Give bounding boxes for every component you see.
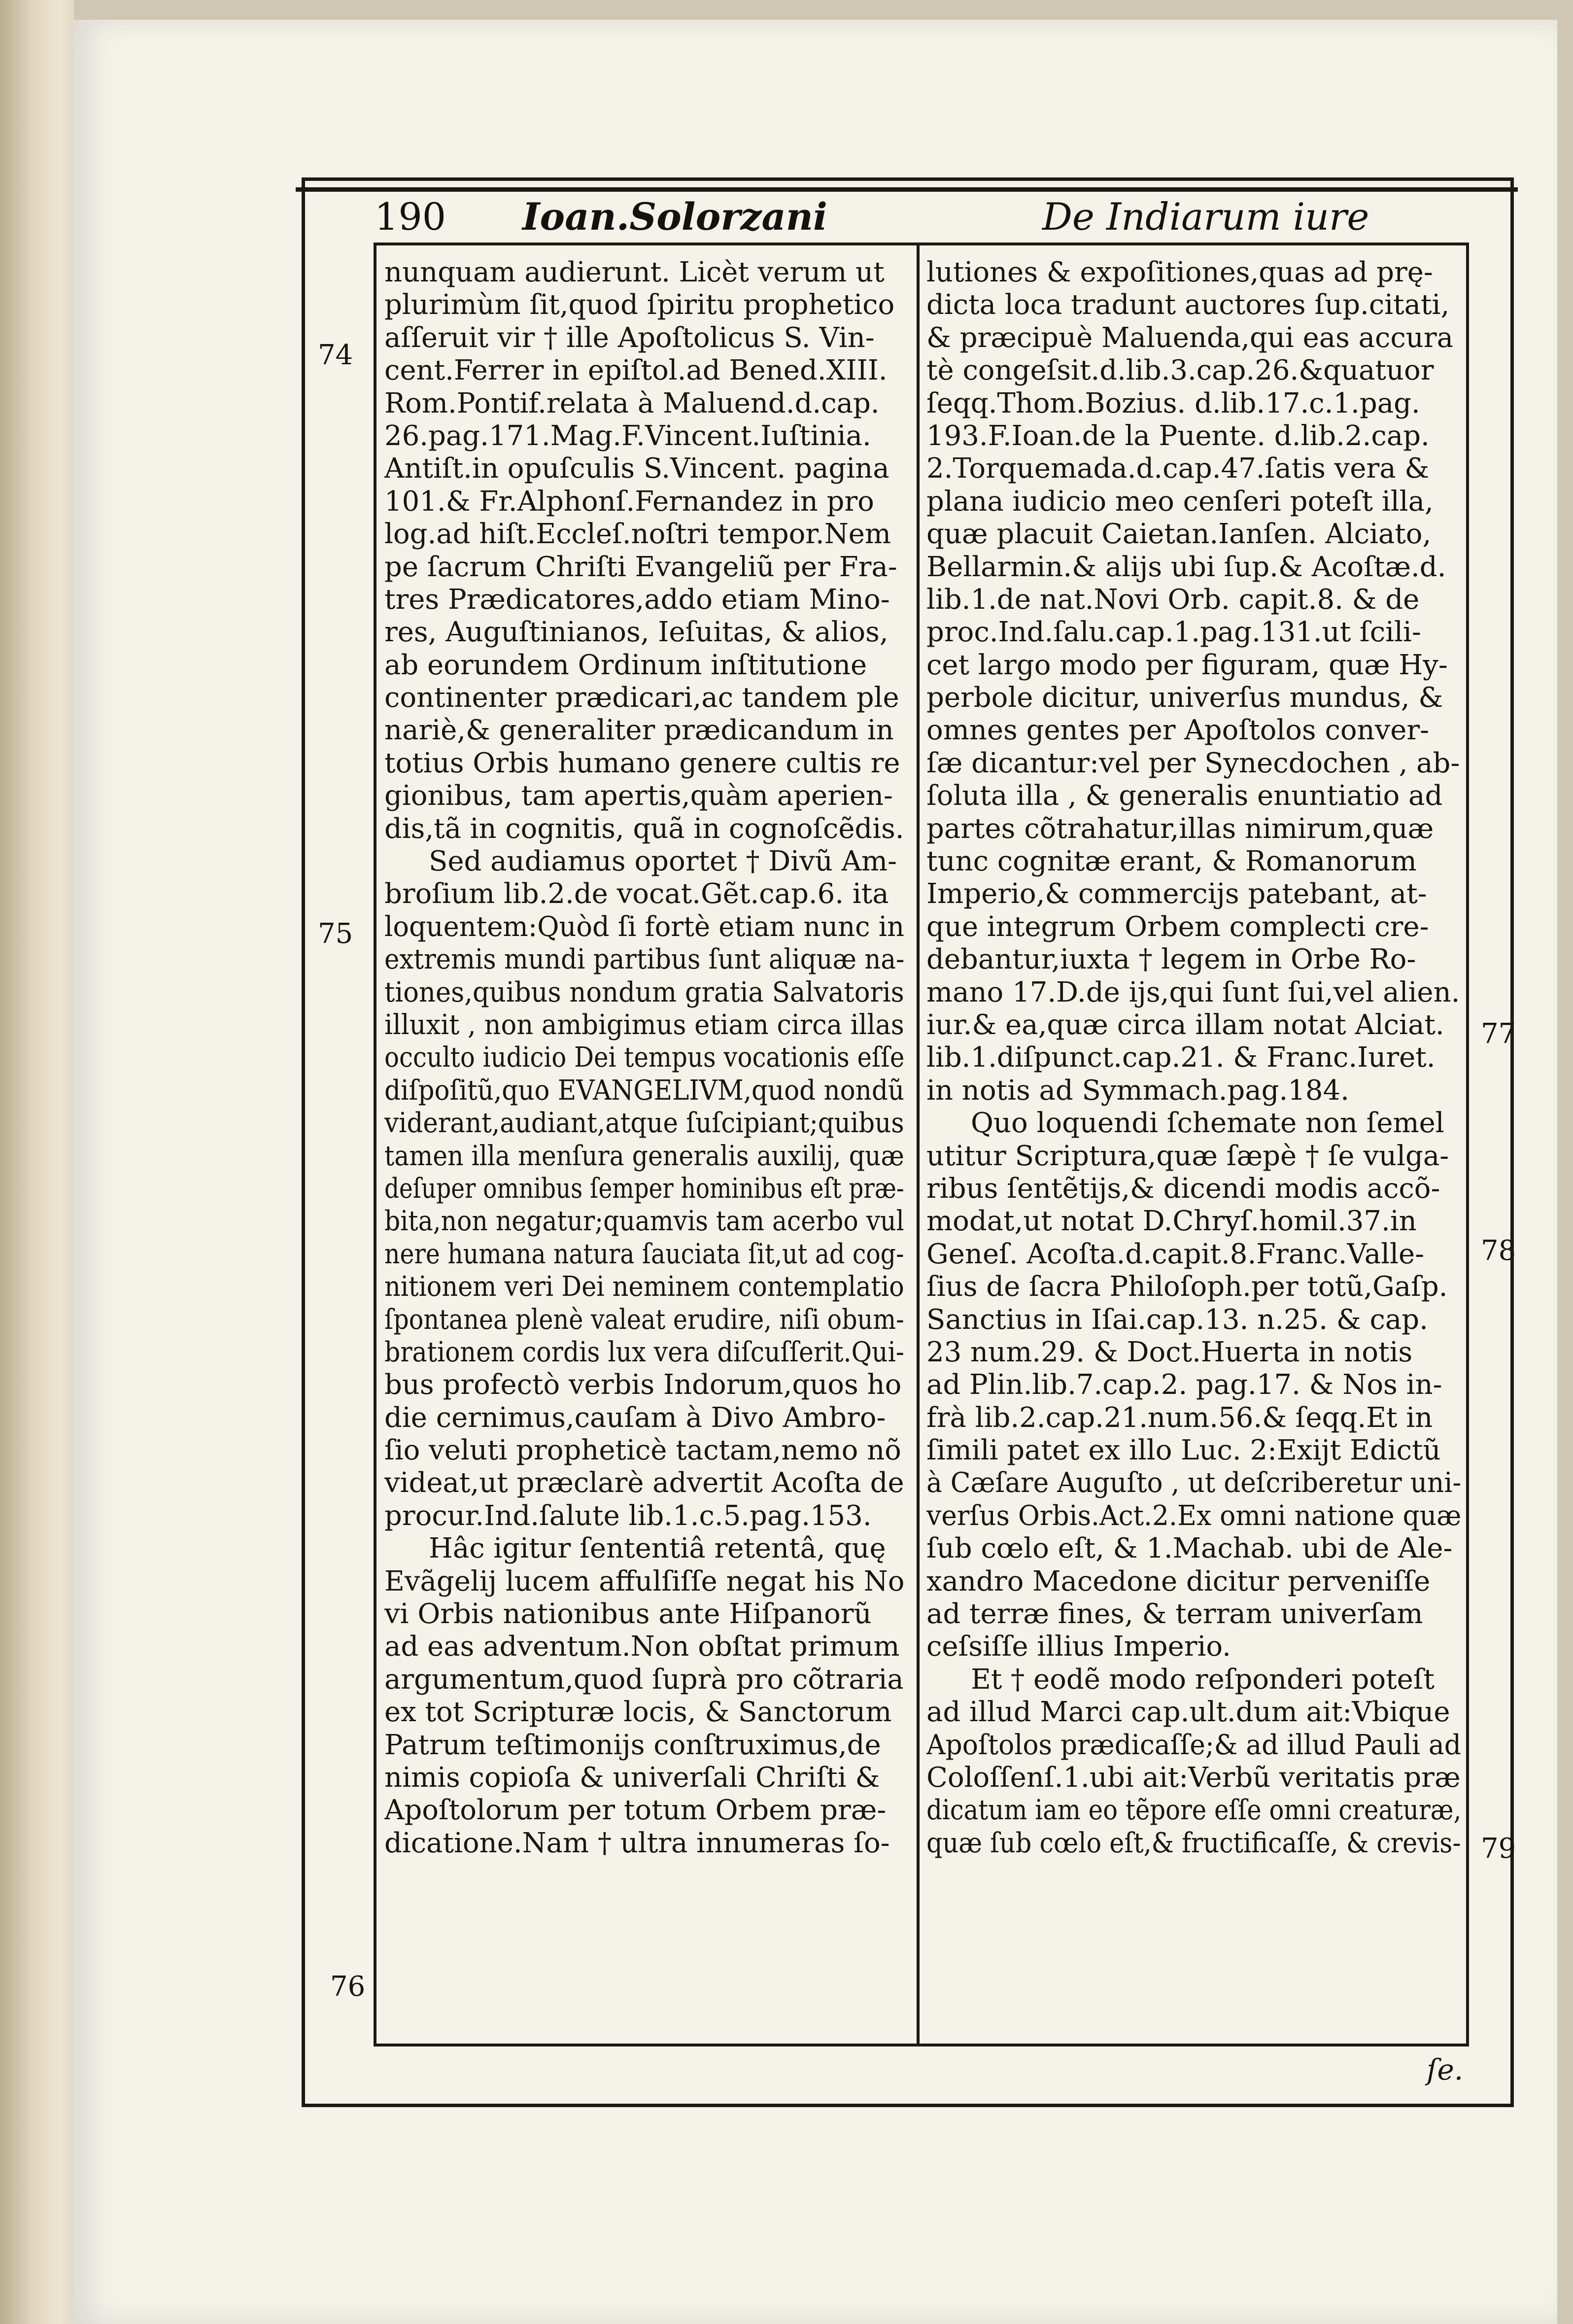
text-line: deſuper omnibus ſemper hominibus eſt præ- xyxy=(384,1172,904,1205)
text-line: Sanctius in Iſai.cap.13. n.25. & cap. xyxy=(926,1303,1428,1336)
text-line: cet largo modo per figuram, quæ Hy- xyxy=(926,649,1448,681)
text-line: vi Orbis nationibus ante Hiſpanorũ xyxy=(384,1598,872,1630)
text-line: 23 num.29. & Doct.Huerta in notis xyxy=(926,1336,1413,1368)
margin-number-77: 77 xyxy=(1481,1018,1516,1050)
text-line: occulto iudicio Dei tempus vocationis eſſe xyxy=(384,1041,904,1074)
text-line: ab eorundem Ordinum inſtitutione xyxy=(384,649,867,681)
text-line: ſpontanea plenè valeat erudire, niſi obum- xyxy=(384,1303,904,1336)
text-line: nimis copioſa & univerſali Chriſti & xyxy=(384,1761,880,1794)
text-line: perbole dicitur, univerſus mundus, & xyxy=(926,682,1443,714)
text-line: tunc cognitæ erant, & Romanorum xyxy=(926,845,1417,878)
text-line: quæ ſub cœlo eſt,& fructificaſſe, & crevis- xyxy=(926,1827,1461,1859)
text-line: tè congeſsit.d.lib.3.cap.26.&quatuor xyxy=(926,354,1434,387)
text-line: à Cæſare Auguſto , ut deſcriberetur uni- xyxy=(926,1467,1461,1499)
text-line: proc.Ind.ſalu.cap.1.pag.131.ut ſcili- xyxy=(926,616,1421,649)
text-line: debantur,iuxta † legem in Orbe Ro- xyxy=(926,943,1416,976)
text-line: dicatione.Nam † ultra innumeras ſo- xyxy=(384,1827,890,1859)
text-line: die cernimus,cauſam à Divo Ambro- xyxy=(384,1401,886,1434)
text-line: tiones,quibus nondum gratia Salvatoris xyxy=(384,976,904,1008)
text-line: 193.F.Ioan.de la Puente. d.lib.2.cap. xyxy=(926,419,1430,452)
text-line: loquentem:Quòd ſi fortè etiam nunc in xyxy=(384,910,904,943)
text-line: plurimùm ſit,quod ſpiritu prophetico xyxy=(384,289,895,321)
text-line: mano 17.D.de ijs,qui ſunt ſui,vel alien. xyxy=(926,976,1460,1008)
text-line: Apoſtolorum per totum Orbem præ- xyxy=(384,1794,887,1827)
text-line: lutiones & expoſitiones,quas ad prę- xyxy=(926,256,1433,288)
text-line: ſeqq.Thom.Bozius. d.lib.17.c.1.pag. xyxy=(926,387,1420,419)
text-line: in notis ad Symmach.pag.184. xyxy=(926,1074,1349,1107)
text-line: nariè,& generaliter prædicandum in xyxy=(384,714,894,747)
text-line: 101.& Fr.Alphonſ.Fernandez in pro xyxy=(384,485,874,518)
running-head-title: De Indiarum iure xyxy=(1042,195,1369,239)
text-line: omnes gentes per Apoſtolos conver- xyxy=(926,714,1430,747)
text-line: brationem cordis lux vera diſcuſſerit.Qui- xyxy=(384,1336,904,1368)
text-line: bita,non negatur;quamvis tam acerbo vul xyxy=(384,1205,904,1238)
text-line: Quo loquendi ſchemate non ſemel xyxy=(971,1107,1444,1140)
text-line: totius Orbis humano genere cultis re xyxy=(384,747,900,779)
text-line: ſimili patet ex illo Luc. 2:Exijt Edictũ xyxy=(926,1434,1441,1467)
text-line: ad eas adventum.Non obſtat primum xyxy=(384,1630,900,1663)
text-line: Geneſ. Acoſta.d.capit.8.Franc.Valle- xyxy=(926,1238,1425,1270)
text-line: viderant,audiant,atque ſuſcipiant;quibus xyxy=(384,1107,904,1140)
right-text-column xyxy=(926,256,1461,2046)
text-line: continenter prædicari,ac tandem ple xyxy=(384,682,899,714)
column-divider xyxy=(917,243,920,2047)
text-line: Bellarmin.& alijs ubi ſup.& Acoſtæ.d. xyxy=(926,551,1446,583)
text-line: bus profectò verbis Indorum,quos ho xyxy=(384,1369,902,1401)
text-line: videat,ut præclarè advertit Acoſta de xyxy=(384,1467,904,1499)
text-line: broſium lib.2.de vocat.Gẽt.cap.6. ita xyxy=(384,878,889,910)
page-number: 190 xyxy=(375,195,446,239)
text-line: utitur Scriptura,quæ ſæpè † ſe vulga- xyxy=(926,1140,1449,1172)
text-line: aſſeruit vir † ille Apoſtolicus S. Vin- xyxy=(384,321,875,354)
text-line: tres Prædicatores,addo etiam Mino- xyxy=(384,583,890,616)
text-line: Coloſſenſ.1.ubi ait:Verbũ veritatis præ xyxy=(926,1761,1461,1794)
text-line: lib.1.diſpunct.cap.21. & Franc.Iuret. xyxy=(926,1041,1436,1074)
text-line: Et † eodẽ modo reſponderi poteſt xyxy=(971,1663,1435,1696)
text-line: verſus Orbis.Act.2.Ex omni natione quæ xyxy=(926,1499,1461,1532)
text-line: Rom.Pontif.relata à Maluend.d.cap. xyxy=(384,387,880,419)
text-line: 26.pag.171.Mag.F.Vincent.Iuſtinia. xyxy=(384,419,871,452)
text-line: ex tot Scripturæ locis, & Sanctorum xyxy=(384,1696,892,1729)
text-line: cent.Ferrer in epiſtol.ad Bened.XIII. xyxy=(384,354,888,387)
text-line: nere humana natura ſauciata ſit,ut ad cog- xyxy=(384,1238,904,1270)
text-line: Apoſtolos prædicaſſe;& ad illud Pauli ad xyxy=(926,1729,1461,1761)
text-line: 2.Torquemada.d.cap.47.ſatis vera & xyxy=(926,452,1430,485)
text-line: ad illud Marci cap.ult.dum ait:Vbique xyxy=(926,1696,1450,1729)
text-line: ad Plin.lib.7.cap.2. pag.17. & Nos in- xyxy=(926,1369,1442,1401)
text-line: argumentum,quod ſuprà pro cõtraria xyxy=(384,1663,904,1696)
text-line: Evãgelij lucem affulſiſſe negat his No xyxy=(384,1565,904,1597)
text-line: frà lib.2.cap.21.num.56.& ſeqq.Et in xyxy=(926,1401,1433,1434)
margin-number-79: 79 xyxy=(1481,1833,1516,1865)
text-line: modat,ut notat D.Chryſ.homil.37.in xyxy=(926,1205,1417,1238)
text-line: pe ſacrum Chriſti Evangeliũ per Fra- xyxy=(384,551,897,583)
text-line: diſpoſitũ,quo EVANGELIVM,quod nondũ xyxy=(384,1074,904,1107)
text-line: que integrum Orbem complecti cre- xyxy=(926,910,1429,943)
text-line: extremis mundi partibus ſunt aliquæ na- xyxy=(384,943,904,976)
text-line: Sed audiamus oportet † Divũ Am- xyxy=(429,845,897,878)
text-line: lib.1.de nat.Novi Orb. capit.8. & de xyxy=(926,583,1420,616)
text-line: Patrum teſtimonijs conſtruximus,de xyxy=(384,1729,881,1761)
text-line: procur.Ind.ſalute lib.1.c.5.pag.153. xyxy=(384,1499,872,1532)
text-line: partes cõtrahatur,illas nimirum,quæ xyxy=(926,812,1434,845)
text-line: xandro Macedone dicitur perveniſſe xyxy=(926,1565,1431,1597)
text-line: ribus ſentẽtijs,& dicendi modis accõ- xyxy=(926,1172,1440,1205)
margin-number-76: 76 xyxy=(330,1971,366,2003)
text-line: ad terræ fines, & terram univerſam xyxy=(926,1598,1423,1630)
text-line: nitionem veri Dei neminem contemplatio xyxy=(384,1271,904,1303)
text-line: dis,tã in cognitis, quã in cognoſcẽdis. xyxy=(384,812,904,845)
text-line: ſub cœlo eſt, & 1.Machab. ubi de Ale- xyxy=(926,1532,1453,1565)
text-line: ſoluta illa , & generalis enuntiatio ad xyxy=(926,780,1443,812)
book-page-edge xyxy=(0,0,74,2324)
text-line: gionibus, tam apertis,quàm aperien- xyxy=(384,780,893,812)
text-line: dicatum iam eo tẽpore eſſe omni creaturæ, xyxy=(926,1794,1461,1827)
text-line: nunquam audierunt. Licèt verum ut xyxy=(384,256,885,288)
margin-number-74: 74 xyxy=(318,339,353,371)
text-line: ceſsiſſe illius Imperio. xyxy=(926,1630,1231,1663)
margin-number-78: 78 xyxy=(1481,1235,1516,1267)
header-rule xyxy=(296,187,1518,192)
text-line: dicta loca tradunt auctores ſup.citati, xyxy=(926,289,1450,321)
text-line: ſius de ſacra Philoſoph.per totũ,Gaſp. xyxy=(926,1271,1448,1303)
text-line: quæ placuit Caietan.Ianſen. Alciato, xyxy=(926,518,1432,551)
text-line: Hâc igitur ſententiâ retentâ, quę xyxy=(429,1532,886,1565)
text-line: & præcipuè Maluenda,qui eas accura xyxy=(926,321,1454,354)
left-text-column xyxy=(384,256,904,2046)
text-line: Antiſt.in opuſculis S.Vincent. pagina xyxy=(384,452,889,485)
text-line: plana iudicio meo cenſeri poteſt illa, xyxy=(926,485,1434,518)
text-line: ſæ dicantur:vel per Synecdochen , ab- xyxy=(926,747,1460,779)
text-line: iur.& ea,quæ circa illam notat Alciat. xyxy=(926,1008,1444,1041)
text-line: log.ad hiſt.Eccleſ.noſtri tempor.Nem xyxy=(384,518,891,551)
text-line: tamen illa menſura generalis auxilij, quæ xyxy=(384,1140,904,1172)
margin-number-75: 75 xyxy=(318,918,353,950)
text-line: Imperio,& commercijs patebant, at- xyxy=(926,878,1427,910)
running-head-author: Ioan.Solorzani xyxy=(522,195,827,239)
text-line: ſio veluti propheticè tactam,nemo nõ xyxy=(384,1434,901,1467)
text-line: illuxit , non ambigimus etiam circa illas xyxy=(384,1008,904,1041)
text-line: res, Auguſtinianos, Ieſuitas, & alios, xyxy=(384,616,889,649)
catchword: ſe. xyxy=(1427,2053,1464,2086)
